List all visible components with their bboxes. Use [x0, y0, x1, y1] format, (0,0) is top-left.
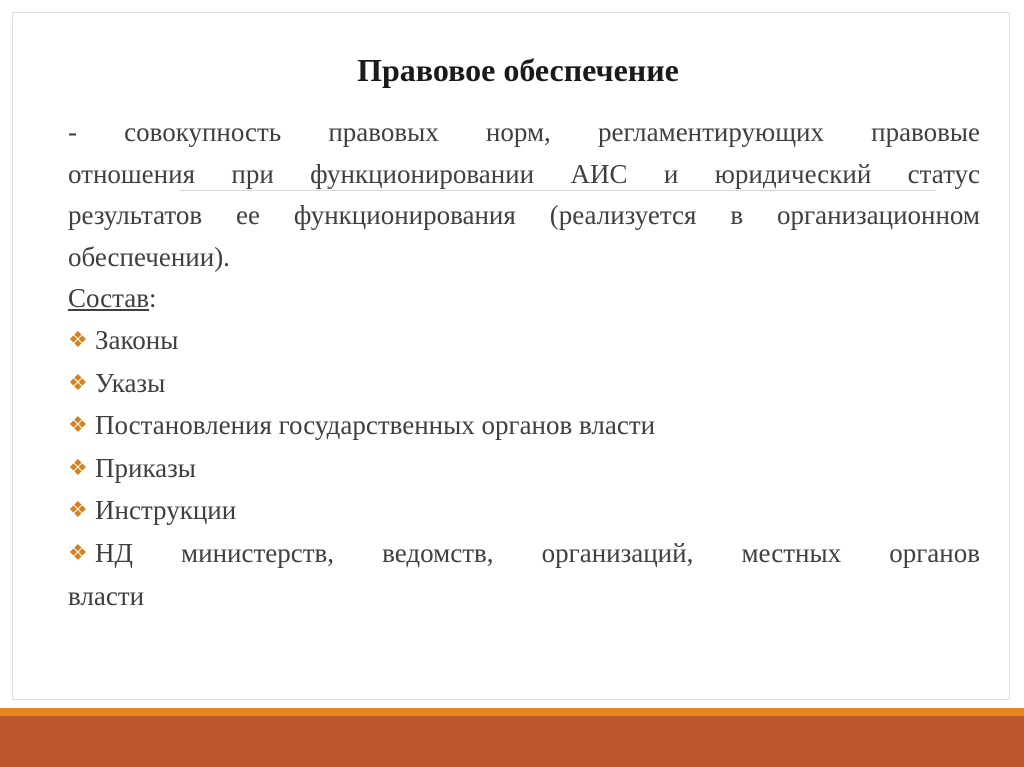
list-item-text: Постановления государственных органов власти	[95, 410, 656, 441]
list-item-text: Законы	[95, 324, 179, 355]
diamond-bullet-icon: ❖	[68, 369, 88, 395]
list-item	[68, 448, 980, 491]
list-item-text: Инструкции	[95, 495, 237, 526]
footer-bar	[0, 716, 1024, 767]
diamond-bullet-icon: ❖	[68, 326, 88, 352]
composition-label: Состав	[68, 283, 150, 314]
composition-colon: :	[149, 283, 157, 314]
definition-line: отношения при функционировании АИС и юридический статус	[68, 158, 980, 189]
composition-heading	[68, 278, 980, 320]
list-item-text: НД министерств, ведомств, организаций, местных органов	[95, 537, 980, 568]
list-item-first-line	[68, 533, 980, 576]
definition-paragraph	[68, 112, 980, 278]
diamond-bullet-icon: ❖	[68, 497, 88, 523]
diamond-bullet-icon: ❖	[68, 454, 88, 480]
footer-accent-bar	[0, 708, 1024, 716]
definition-line: обеспечении).	[68, 241, 230, 272]
list-item	[68, 405, 980, 448]
diamond-bullet-icon: ❖	[68, 412, 88, 438]
list-item-text: Указы	[95, 367, 166, 398]
composition-list	[68, 320, 980, 617]
slide-body	[68, 112, 980, 617]
list-item	[68, 320, 980, 363]
definition-line: результатов ее функционирования (реализуется в организационном	[68, 200, 980, 231]
list-item-text: Приказы	[95, 452, 196, 483]
diamond-bullet-icon: ❖	[68, 539, 88, 565]
slide-title: Правовое обеспечение	[357, 52, 679, 88]
list-item-text-continuation: власти	[68, 580, 145, 611]
list-item	[68, 533, 980, 617]
list-item	[68, 490, 980, 533]
definition-line: - совокупность правовых норм, регламентирующих правовые	[68, 117, 980, 147]
list-item	[68, 363, 980, 406]
